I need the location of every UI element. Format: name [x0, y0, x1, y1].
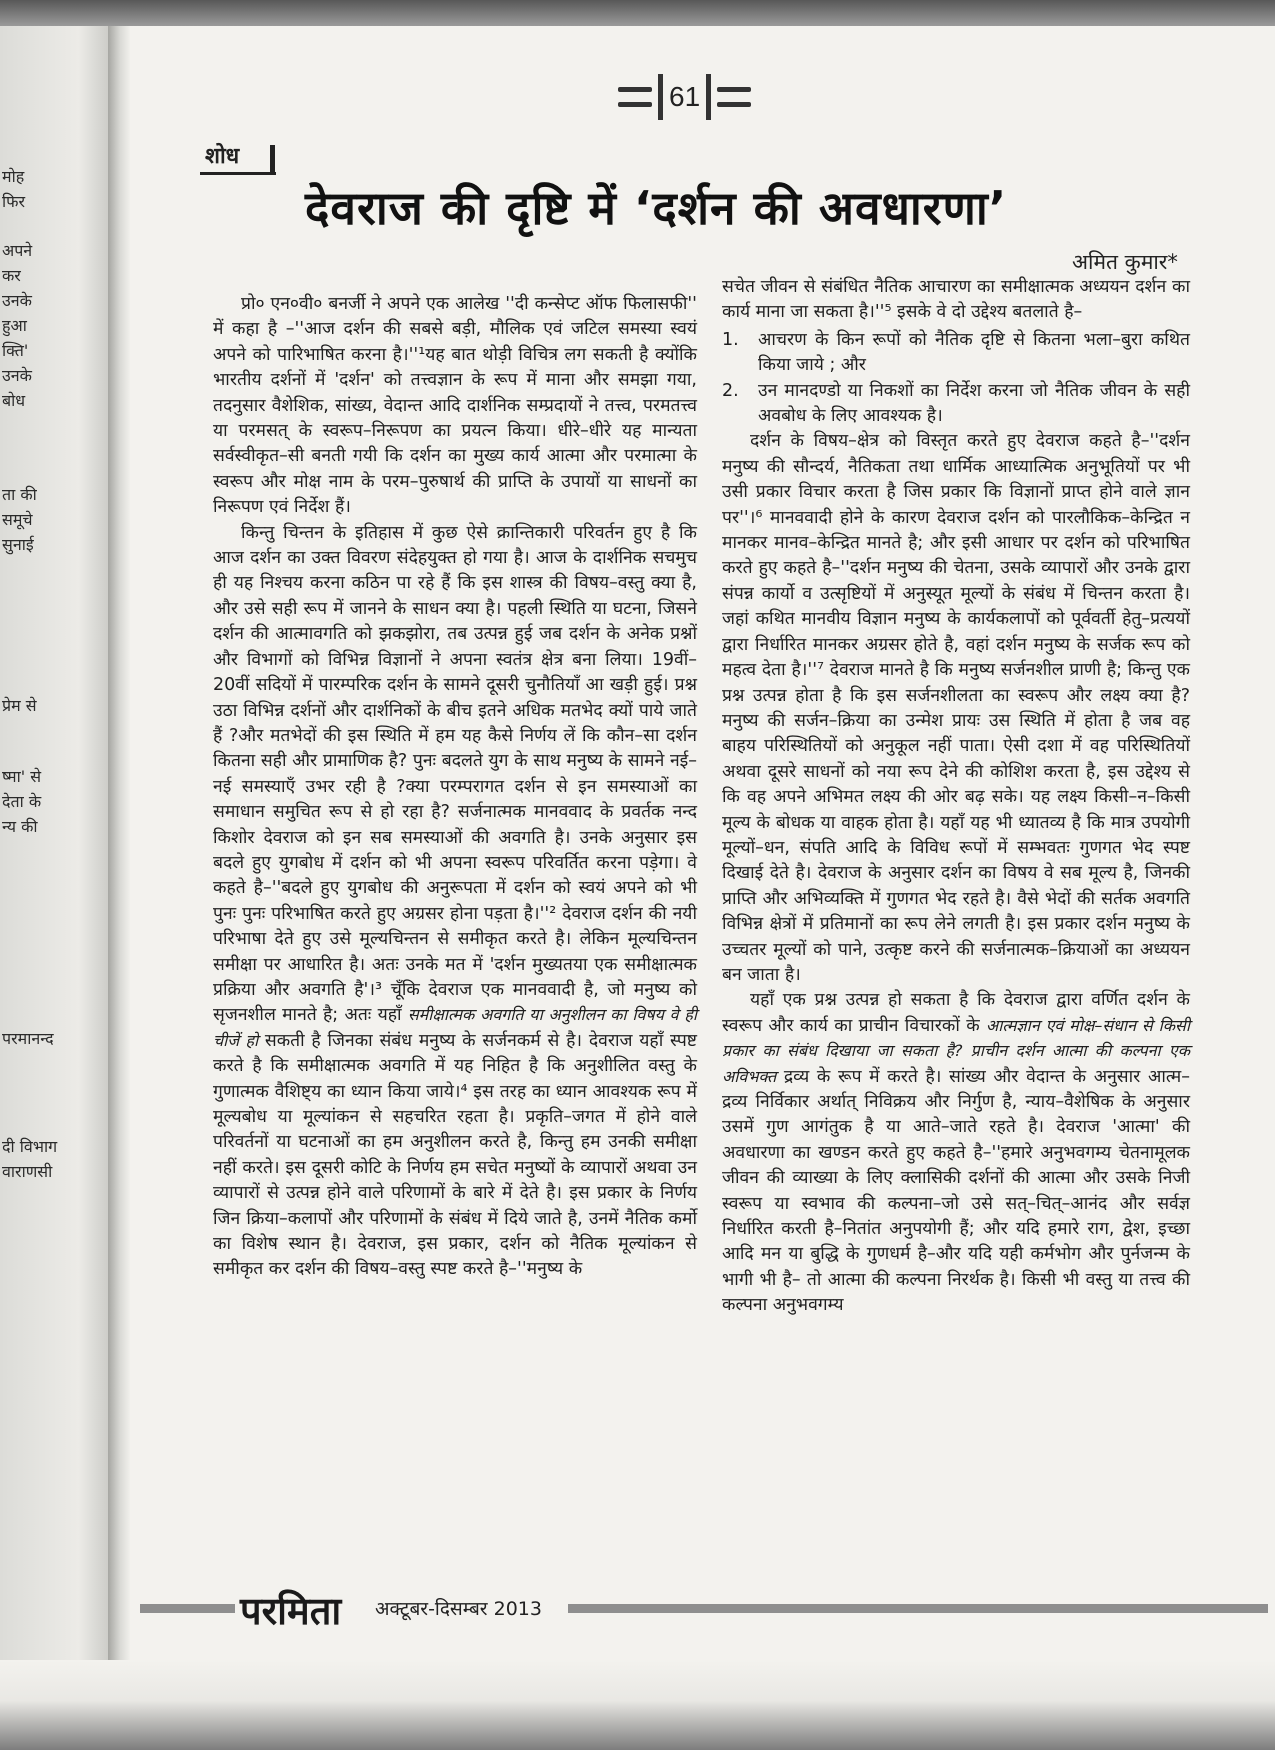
facing-page-fragment [0, 26, 112, 1750]
right-dash-ornament [717, 82, 751, 112]
list-text: उन मानदण्डो या निकशों का निर्देश करना जो नैतिक जीवन के सही अवबोध के लिए आवश्यक है। [758, 380, 1190, 427]
section-tag-bar [270, 145, 275, 173]
facing-page-text: उनके [2, 366, 32, 385]
right-vertical-bar [706, 74, 711, 120]
facing-page-text: प्रेम से [2, 696, 37, 715]
facing-page-text: बोध [2, 391, 26, 410]
left-vertical-bar [658, 74, 663, 120]
paragraph: प्रो० एन०वी० बनर्जी ने अपने एक आलेख ''दी कन्सेप्ट ऑफ फिलासफी'' में कहा है –''आज दर्शन की सबसे बड़ी, मौलिक एवं जटिल समस्या स्वयं अपने को पारिभाषित करना है।''¹यह बात थोड़ी विचित्र लग सकती है क्योंकि भारतीय दर्शनों में 'दर्शन' को तत्त्वज्ञान के रूप में माना और समझा गया, तदनुसार वैशेशिक, सांख्य, वेदान्त आदि दार्शनिक सम्प्रदायों ने तत्त्व, परमतत्त्व या परमसत् के स्वरूप–निरूपण का प्रयत्न किया। धीरे–धीरे यह मान्यता सर्वस्वीकृत–सी बनती गयी कि दर्शन का मुख्य कार्य आत्मा और परमात्मा के स्वरूप और मोक्ष नाम के परम–पुरुषार्थ की प्राप्ति के उपायों या साधनों का निरूपण एवं निर्देश हैं। [213, 294, 697, 518]
scan-bottom-edge [0, 1660, 1275, 1750]
facing-page-text: मोह [2, 167, 25, 186]
page-number: 61 [669, 81, 701, 112]
paragraph: सचेत जीवन से संबंधित नैतिक आचारण का समीक्षात्मक अध्ययन दर्शन का कार्य माना जा सकता है।''⁵ इसके वे दो उद्देश्य बतलाते है– [722, 277, 1190, 323]
list-item [722, 379, 1190, 430]
facing-page-text: दी विभाग [2, 1137, 58, 1156]
facing-page-text: फिर [2, 192, 26, 211]
paragraph-text: किन्तु चिन्तन के इतिहास में कुछ ऐसे क्रान्तिकारी परिवर्तन हुए है कि आज दर्शन का उक्त विवरण संदेहयुक्त हो गया है। आज के दार्शनिक सचमुच ही यह निश्चय करना कठिन पा रहे हैं कि इस शास्त्र की विषय–वस्तु क्या है, और उसे सही रूप में जानने के साधन क्या है। पहली स्थिति या घटना, जिसने दर्शन की आत्मावगति को झकझोरा, तब उत्पन्न हुई जब दर्शन के अनेक प्रश्नों और विभागों को विभिन्न विज्ञानों ने अपना स्वतंत्र क्षेत्र बना लिया। 19वीं–20वीं सदियों में पारम्परिक दर्शन के सामने दूसरी चुनौतियाँ आ खड़ी हुई। प्रश्न उठा विभिन्न दर्शनों और दार्शनिकों के बीच इतने अधिक मतभेद क्यों पाये जाते हैं ?और मतभेदों की इस स्थिति में हम यह कैसे निर्णय लें कि कौन–सा दर्शन कितना सही और प्रामाणिक है? पुनः बदलते युग के साथ मनुष्य के सामने नई–नई समस्याएँ उभर रही है ?क्या परम्परागत दर्शन से इन समस्याओं का समाधान समुचित रूप से हो रहा है? सर्जनात्मक मानववाद के प्रवर्तक नन्द किशोर देवराज को इन सब समस्याओं की अवगति है। उनके अनुसार इस बदले हुए युगबोध में दर्शन को भी अपना स्वरूप परिवर्तित करना पड़ेगा। वे कहते है–''बदले हुए युगबोध की अनुरूपता में दर्शन को स्वयं अपने को भी पुनः पुनः परिभाषित करते हुए अग्रसर होना पड़ता है।''² देवराज दर्शन की नयी परिभाषा देते हुए उसे मूल्यचिन्तन से समीकृत करते है। लेकिन मूल्यचिन्तन समीक्षा पर आधारित है। अतः उनके मत में 'दर्शन मुख्यतया एक समीक्षात्मक प्रक्रिया और अवगति है'।³ चूँकि देवराज एक मानववादी है, जो मनुष्य को सृजनशील मानते है; अतः यहाँ [213, 522, 697, 1026]
right-column [722, 275, 1190, 1319]
footer-rule-left [140, 1604, 235, 1613]
facing-page-text: उनके [2, 291, 32, 310]
list-text: आचरण के किन रूपों को नैतिक दृष्टि से कितना भला–बुरा कथित किया जाये ; और [758, 329, 1190, 376]
paragraph: दर्शन के विषय–क्षेत्र को विस्तृत करते हुए देवराज कहते है–''दर्शन मनुष्य की सौन्दर्य, नैतिकता तथा धार्मिक आध्यात्मिक अनुभूतियों पर भी उसी प्रकार विचार करता है जिस प्रकार कि विज्ञानों प्राप्त होने वाले ज्ञान पर''।⁶ मानववादी होने के कारण देवराज दर्शन को पारलौकिक–केन्द्रित न मानकर मानव–केन्द्रित मानते है; और इसी आधार पर दर्शन को परिभाषित करते हुए कहते है–''दर्शन मनुष्य की चेतना, उसके व्यापारों और उनके द्वारा संपन्न कार्यो व उत्सृष्टियों में अनुस्यूत मूल्यों के संबंध में चिन्तन करता है। जहां कथित मानवीय विज्ञान मनुष्य के कार्यकलापों को पूर्ववर्ती हेतु–प्रत्ययों द्वारा निर्धारित मानकर अग्रसर होते है, वहां दर्शन मनुष्य के सर्जक रूप को महत्व देता है।''⁷ देवराज मानते है कि मनुष्य सर्जनशील प्राणी है; किन्तु एक प्रश्न उत्पन्न होता है कि इस सर्जनशीलता का स्वरूप और लक्ष्य क्या है? मनुष्य की सर्जन–क्रिया का उन्मेश प्रायः उस स्थिति में होता है जब वह बाहय परिस्थितियों को अनुकूल नहीं पाता। ऐसी दशा में वह परिस्थितियों अथवा दूसरे साधनों को नया रूप देने की कोशिश करता है, इस उद्देश्य से कि वह अपने अभिमत लक्ष्य की ओर बढ़ सके। यह लक्ष्य किसी–न–किसी मूल्य के बोधक या वाहक होता है। यहाँ यह भी ध्यातव्य है कि मात्र उपयोगी मूल्यों–धन, संपति आदि के विविध रूपों में सम्भवतः गुणगत भेद स्पष्ट दिखाई देते है। देवराज के अनुसार दर्शन का विषय वे सब मूल्य है, जिनकी प्राप्ति और अभिव्यक्ति में गुणगत भेद रहते है। वैसे भेदों की सर्तक अवगति विभिन्न क्षेत्रों में प्रतिमानों का रूप लेने लगती है। इस प्रकार दर्शन मनुष्य के उच्चतर मूल्यों को पाने, उत्कृष्ट करने की सर्जनात्मक–क्रियाओं का अध्ययन बन जाता है। [722, 431, 1190, 985]
italic-phrase: समीक्षात्मक अवगति या अनुशीलन का विषय वे ही चीजें हो [213, 1005, 697, 1050]
facing-page-text: देता के [2, 792, 42, 811]
paragraph [722, 988, 1190, 1318]
book-gutter [108, 26, 130, 1750]
paragraph-text: यहाँ एक प्रश्न उत्पन्न हो सकता है कि देवराज द्वारा वर्णित दर्शन के स्वरूप और कार्य का प्राचीन विचारकों के [722, 990, 1190, 1036]
facing-page-text: न्य की [2, 817, 38, 836]
left-dash-ornament [618, 82, 652, 112]
section-tag: शोध [205, 144, 240, 169]
section-tag-underline [200, 172, 276, 175]
facing-page-text: कर [2, 266, 21, 285]
facing-page-text: हुआ [2, 316, 27, 335]
numbered-list [722, 328, 1190, 430]
journal-name: परमिता [240, 1589, 342, 1633]
article-title: देवराज की दृष्टि में ‘दर्शन की अवधारणा’ [305, 181, 1008, 235]
list-number: 1. [722, 329, 739, 350]
facing-page-text: अपने [2, 241, 33, 260]
paragraph-text: सकती है जिनका संबंध मनुष्य के सर्जनकर्म से है। देवराज यहाँ स्पष्ट करते है कि समीक्षात्मक अवगति में यह निहित है कि अनुशीलित वस्तु के गुणात्मक वैशिष्ट्य का ध्यान किया जाये।⁴ इस तरह का ध्यान आवश्यक रूप में मूल्यबोध या मूल्यांकन से सहचरित रहता है। प्रकृति–जगत में होने वाले परिवर्तनों या घटनाओं का हम अनुशीलन करते है, किन्तु हम उनकी समीक्षा नहीं करते। इस दूसरी कोटि के निर्णय हम सचेत मनुष्यों के व्यापारों अथवा उन व्यापारों से उत्पन्न होने वाले परिणामों के बारे में देते है। इस प्रकार के निर्णय जिन क्रिया–कलापों और परिणामों के संबंध में दिये जाते है, उनमें नैतिक कर्मो का विशेष स्थान है। देवराज, इस प्रकार, दर्शन को नैतिक मूल्यांकन से समीकृत कर दर्शन की विषय–वस्तु स्पष्ट करते है–''मनुष्य के [213, 1030, 697, 1280]
left-column [213, 292, 697, 1283]
footer-rule-right [568, 1604, 1268, 1613]
paragraph-text: द्रव्य के रूप में करते है। सांख्य और वेदान्त के अनुसार आत्म–द्रव्य निर्विकार अर्थात् निविक्रय और निर्गुण है, न्याय–वैशेषिक के अनुसार उसमें गुण आगंतुक है या आते–जाते रहते है। देवराज 'आत्मा' की अवधारणा का खण्डन करते हुए कहते है–''हमारे अनुभवगम्य चेतनामूलक जीवन की व्याख्या के लिए क्लासिकी दर्शनों की आत्मा और उसके निजी स्वरूप या स्वभाव की कल्पना–जो उसे सत्–चित्–आनंद और सर्वज्ञ निर्धारित करती है–नितांत अनुपयोगी हैं; और यदि हमारे राग, द्वेश, इच्छा आदि मन या बुद्धि के गुणधर्म है–और यदि यही कर्मभोग और पुर्नजन्म के भागी भी है– तो आत्मा की कल्पना निरर्थक है। किसी भी वस्तु या तत्त्व की कल्पना अनुभवगम्य [722, 1066, 1190, 1316]
page-number-ornament [618, 74, 751, 120]
italic-phrase: आत्मज्ञान एवं मोक्ष–संधान से किसी प्रकार का संबंध दिखाया जा सकता है? प्राचीन दर्शन आत्मा की कल्पना एक अविभक्त [722, 1015, 1190, 1086]
facing-page-text: परमानन्द [2, 1029, 54, 1048]
facing-page-text: वाराणसी [2, 1162, 53, 1181]
paragraph [213, 521, 697, 1283]
article-author: अमित कुमार* [1072, 250, 1178, 274]
facing-page-text: समूचे [2, 510, 33, 529]
list-item [722, 328, 1190, 379]
facing-page-text: क्ति' [2, 341, 29, 360]
facing-page-text: ष्मा' से [2, 767, 42, 786]
list-number: 2. [722, 380, 739, 401]
facing-page-text: ता की [2, 485, 37, 504]
journal-issue: अक्टूबर-दिसम्बर 2013 [375, 1598, 542, 1620]
facing-page-text: सुनाई [2, 535, 34, 554]
scan-top-edge [0, 0, 1275, 26]
